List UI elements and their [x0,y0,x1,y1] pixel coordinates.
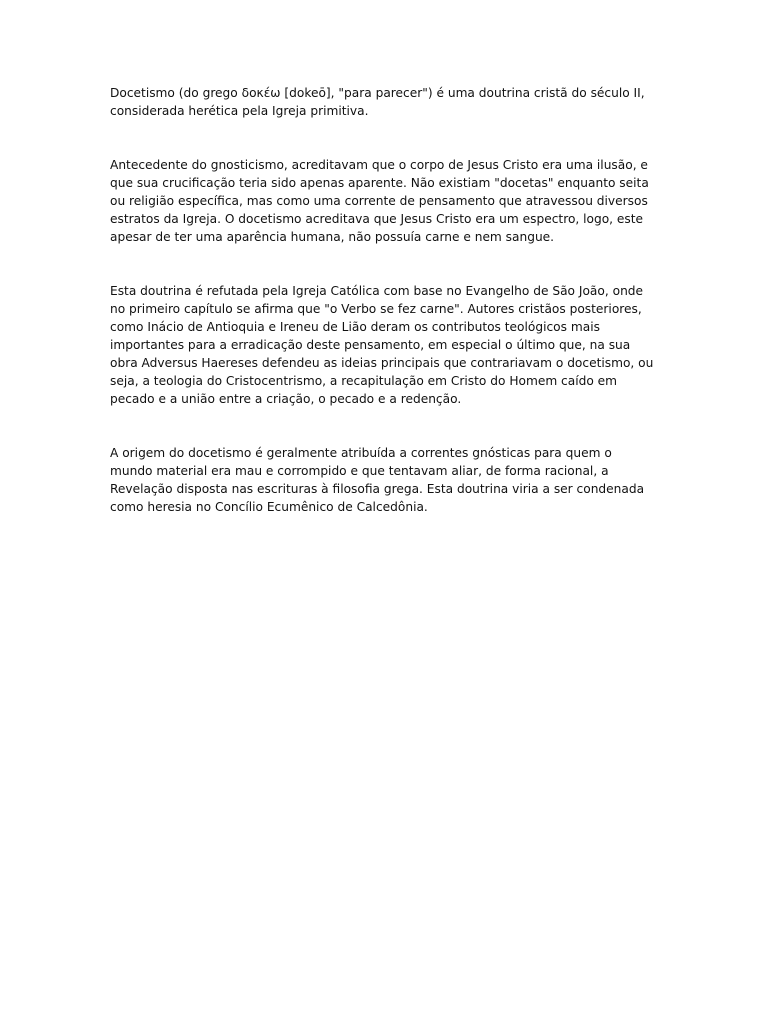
document-body [110,84,658,516]
paragraph-introduction: Docetismo (do grego δοκέω [dokeō], "para parecer") é uma doutrina cristã do século II, considerada herética pela Igreja primitiva. [110,86,645,118]
paragraph-antecedent: Antecedente do gnosticismo, acreditavam que o corpo de Jesus Cristo era uma ilusão, e que sua crucificação teria sido apenas aparente. Não existiam "docetas" enquanto seita ou religião específica, mas como uma corrente de pensamento que atravessou diversos estratos da Igreja. O docetismo acreditava que Jesus Cristo era um espectro, logo, este apesar de ter uma aparência humana, não possuía carne e nem sangue. [110,158,649,244]
paragraph-origin: A origem do docetismo é geralmente atribuída a correntes gnósticas para quem o mundo material era mau e corrompido e que tentavam aliar, de forma racional, a Revelação disposta nas escrituras à filosofia grega. Esta doutrina viria a ser condenada como heresia no Concílio Ecumênico de Calcedônia. [110,446,645,514]
paragraph-refutation: Esta doutrina é refutada pela Igreja Católica com base no Evangelho de São João, onde no primeiro capítulo se afirma que "o Verbo se fez carne". Autores cristãos posteriores, como Inácio de Antioquia e Ireneu de Lião deram os contributos teológicos mais importantes para a erradicação deste pensamento, em especial o último que, na sua obra Adversus Haereses defendeu as ideias principais que contrariavam o docetismo, ou seja, a teologia do Cristocentrismo, a recapitulação em Cristo do Homem caído em pecado e a união entre a criação, o pecado e a redenção. [110,284,654,406]
